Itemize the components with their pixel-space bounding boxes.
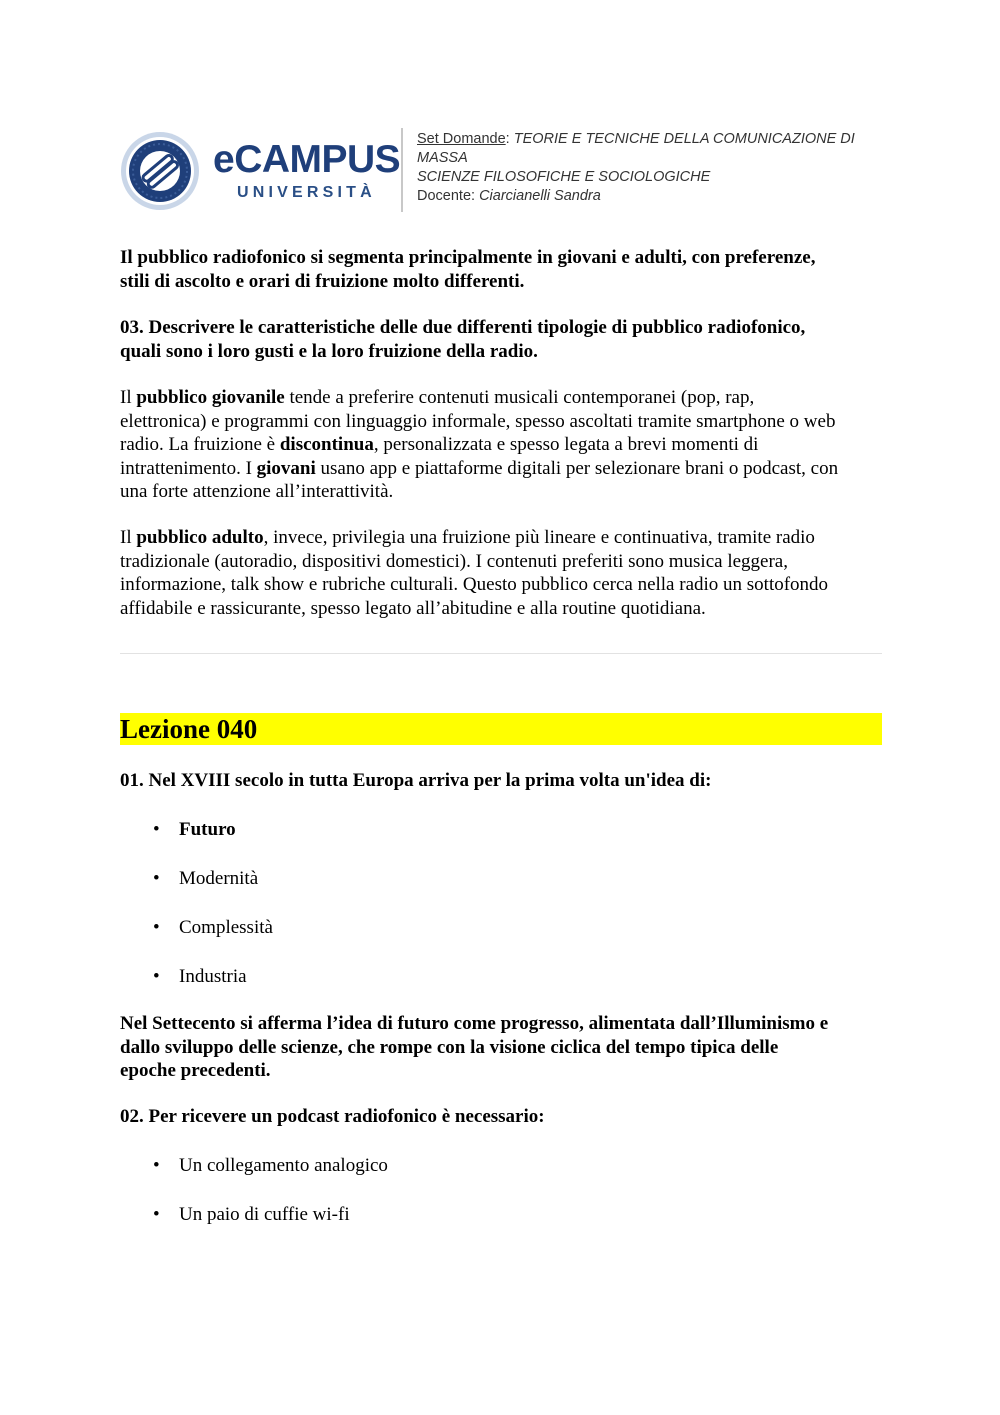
option-item: • Un collegamento analogico bbox=[153, 1155, 388, 1176]
course-title-cont: MASSA bbox=[417, 150, 468, 166]
bullet-icon: • bbox=[153, 1155, 160, 1176]
bullet-icon: • bbox=[153, 917, 160, 938]
header-divider bbox=[401, 128, 403, 212]
document-header bbox=[120, 126, 880, 216]
question-02: 02. Per ricevere un podcast radiofonico è necessario: bbox=[120, 1106, 545, 1127]
set-label: Set Domande bbox=[417, 131, 506, 147]
bullet-icon: • bbox=[153, 819, 160, 840]
course-title: TEORIE E TECNICHE DELLA COMUNICAZIONE DI bbox=[513, 131, 855, 147]
option-item: • Industria bbox=[153, 966, 247, 987]
paragraph-adult-audience: Il pubblico adulto, invece, privilegia una fruizione più lineare e continuativa, tramite radio tradizionale (autoradio, dispositivi domestici). I contenuti preferiti sono musica leggera, informazione, talk show e rubriche culturali. Questo pubblico cerca nella radio un sottofondo affidabile e rassicurante, spesso legato all’abitudine e alla routine quotidiana. bbox=[120, 527, 829, 619]
option-item: • Un paio di cuffie wi-fi bbox=[153, 1204, 350, 1225]
question-03: 03. Descrivere le caratteristiche delle due differenti tipologie di pubblico radiofonico, quali sono i loro gusti e la loro fruizione della radio. bbox=[120, 317, 806, 362]
option-item: • Futuro bbox=[153, 819, 236, 840]
answer-text: Il pubblico radiofonico si segmenta principalmente in giovani e adulti, con preferenze, stili di ascolto e orari di fruizione molto differenti. bbox=[120, 247, 816, 292]
university-seal-logo bbox=[120, 131, 200, 211]
bullet-icon: • bbox=[153, 1204, 160, 1225]
paragraph-young-audience: Il pubblico giovanile tende a preferire contenuti musicali contemporanei (pop, rap, elettronica) e programmi con linguaggio informale, spesso ascoltati tramite smartphone o web radio. La fruizione è discontinua, personalizzata e spesso legata a brevi momenti di intrattenimento. I giovani usano app e piattaforme digitali per selezionare brani o podcast, con una forte attenzione all’interattività. bbox=[120, 387, 839, 502]
option-item: • Modernità bbox=[153, 868, 259, 889]
course-info bbox=[417, 130, 882, 206]
option-item: • Complessità bbox=[153, 917, 273, 938]
bullet-icon: • bbox=[153, 966, 160, 987]
teacher-line: Docente: Ciarcianelli Sandra bbox=[417, 188, 601, 204]
section-divider bbox=[120, 653, 882, 654]
course-title-line: Set Domande: TEORIE E TECNICHE DELLA COMUNICAZIONE DI bbox=[417, 131, 855, 147]
teacher-name: Ciarcianelli Sandra bbox=[479, 188, 601, 204]
brand-subtitle: UNIVERSITÀ bbox=[237, 184, 376, 201]
teacher-label: Docente bbox=[417, 188, 472, 204]
lesson-heading: Lezione 040 bbox=[120, 713, 882, 745]
answer-q01: Nel Settecento si afferma l’idea di futuro come progresso, alimentata dall’Illuminismo e dallo sviluppo delle scienze, che rompe con la visione ciclica del tempo tipica delle epoche precedenti. bbox=[120, 1013, 829, 1081]
bullet-icon: • bbox=[153, 868, 160, 889]
question-01: 01. Nel XVIII secolo in tutta Europa arriva per la prima volta un'idea di: bbox=[120, 770, 712, 791]
faculty-line: SCIENZE FILOSOFICHE E SOCIOLOGICHE bbox=[417, 169, 711, 185]
brand-logo bbox=[213, 140, 400, 202]
brand-name: eCAMPUS bbox=[213, 138, 401, 181]
